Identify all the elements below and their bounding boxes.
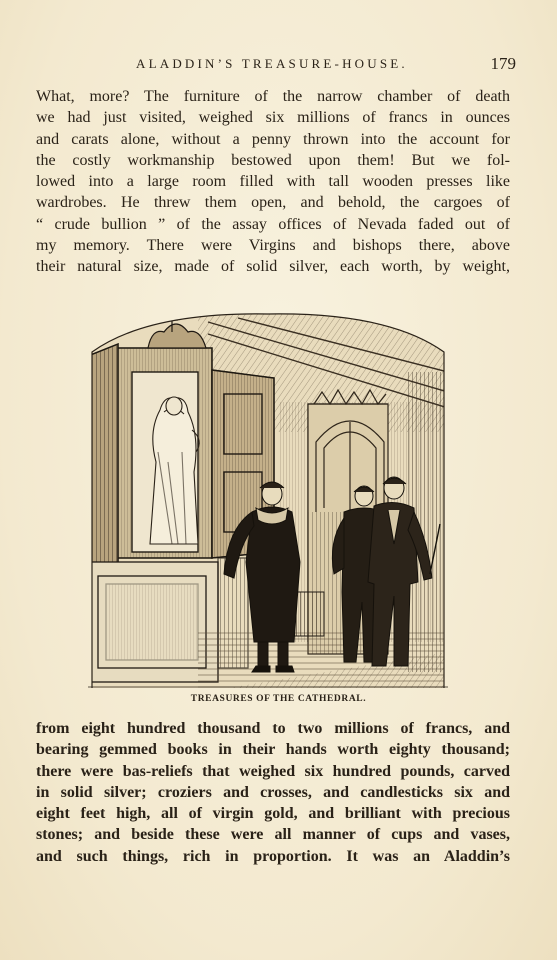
running-title: ALADDIN’S TREASURE-HOUSE. xyxy=(136,56,408,71)
text-line: bearing gemmed books in their hands worth eighty thousand; xyxy=(36,741,510,759)
text-line: “ crude bullion ” of the assay offices of Nevada faded out of xyxy=(36,215,510,233)
text-line: lowed into a large room filled with tall wooden presses like xyxy=(36,173,510,191)
page-number: 179 xyxy=(490,54,516,73)
text-line: there were bas-reliefs that weighed six hundred pounds, carved xyxy=(36,762,510,780)
engraving-picture xyxy=(88,312,448,688)
text-line: and such things, rich in proportion. It was an Aladdin’s xyxy=(36,847,510,865)
paragraph-bottom xyxy=(36,718,510,867)
text-line: the costly workmanship bestowed upon them! But we fol- xyxy=(36,151,510,169)
engraving-illustration xyxy=(88,312,448,688)
text-line: stones; and beside these were all manner of cups and vases, xyxy=(36,826,510,844)
text-line: in solid silver; croziers and crosses, and candlesticks six and xyxy=(36,783,510,801)
text-line: eight feet high, all of virgin gold, and brilliant with precious xyxy=(36,805,510,823)
text-line: and carats alone, without a penny thrown into the account for xyxy=(36,130,510,148)
text-line: What, more? The furniture of the narrow chamber of death xyxy=(36,88,510,105)
illustration-caption: TREASURES OF THE CATHEDRAL. xyxy=(190,694,367,704)
text-line: my memory. There were Virgins and bishops there, above xyxy=(36,237,510,255)
running-head xyxy=(36,54,516,76)
text-line: their natural size, made of solid silver, each worth, by weight, xyxy=(36,258,510,276)
text-line: from eight hundred thousand to two millions of francs, and xyxy=(36,720,510,737)
text-line: we had just visited, weighed six millions of francs in ounces xyxy=(36,109,510,127)
text-line: wardrobes. He threw them open, and behold, the cargoes of xyxy=(36,194,510,212)
paragraph-top xyxy=(36,86,510,278)
